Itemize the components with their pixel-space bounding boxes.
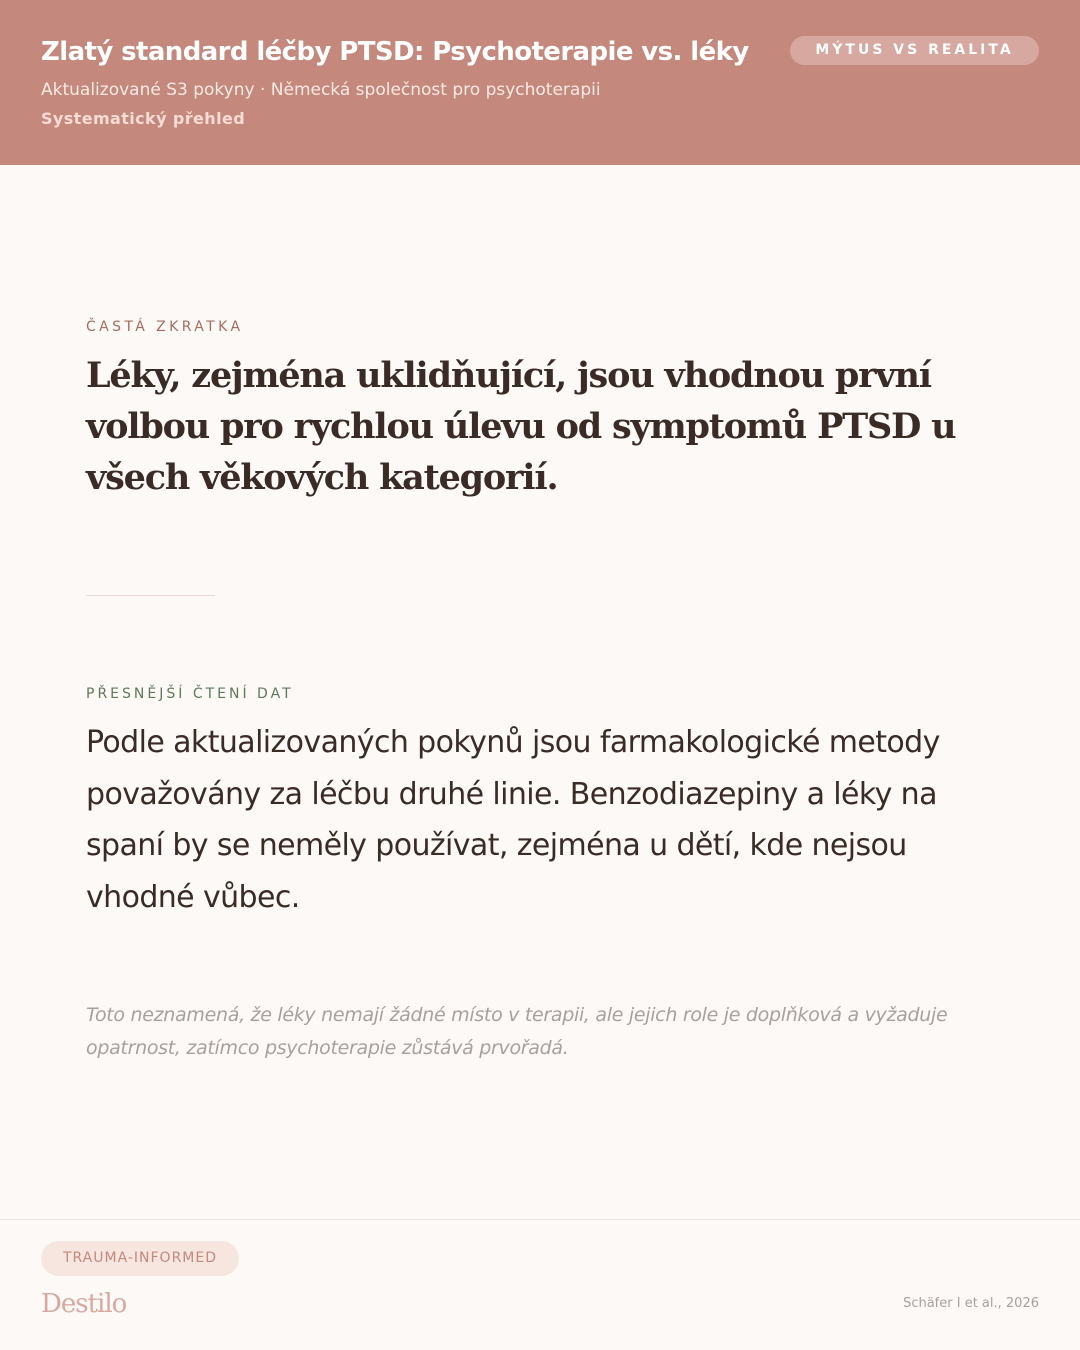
page-subtitle: Aktualizované S3 pokyny · Německá společnost pro psychoterapii — [41, 80, 601, 100]
section-divider — [86, 595, 215, 596]
brand-logo: Destilo — [41, 1289, 127, 1319]
clarifying-note: Toto neznamená, že léky nemají žádné místo v terapii, ale jejich role je doplňková a vyžaduje opatrnost, zatímco psychoterapie zůstává prvořadá. — [86, 1004, 948, 1059]
myth-statement: Léky, zejména uklidňující, jsou vhodnou první volbou pro rychlou úlevu od symptomů PTSD u všech věkových kategorií. — [86, 355, 956, 498]
page-title: Zlatý standard léčby PTSD: Psychoterapie vs. léky — [41, 37, 749, 67]
reality-statement: Podle aktualizovaných pokynů jsou farmakologické metody považovány za léčbu druhé linie. Benzodiazepiny a léky na spaní by se neměly používat, zejména u dětí, kde nejsou vhodné vůbec. — [86, 725, 940, 915]
header-banner — [0, 0, 1080, 165]
myth-vs-reality-badge: MÝTUS VS REALITA — [790, 36, 1039, 65]
footer-divider — [0, 1219, 1080, 1220]
trauma-informed-tag: TRAUMA-INFORMED — [41, 1241, 239, 1276]
reality-section-label: PŘESNĚJŠÍ ČTENÍ DAT — [86, 686, 294, 702]
source-citation: Schäfer I et al., 2026 — [903, 1296, 1039, 1311]
myth-section-label: ČASTÁ ZKRATKA — [86, 319, 244, 335]
article-type-label: Systematický přehled — [41, 109, 246, 128]
